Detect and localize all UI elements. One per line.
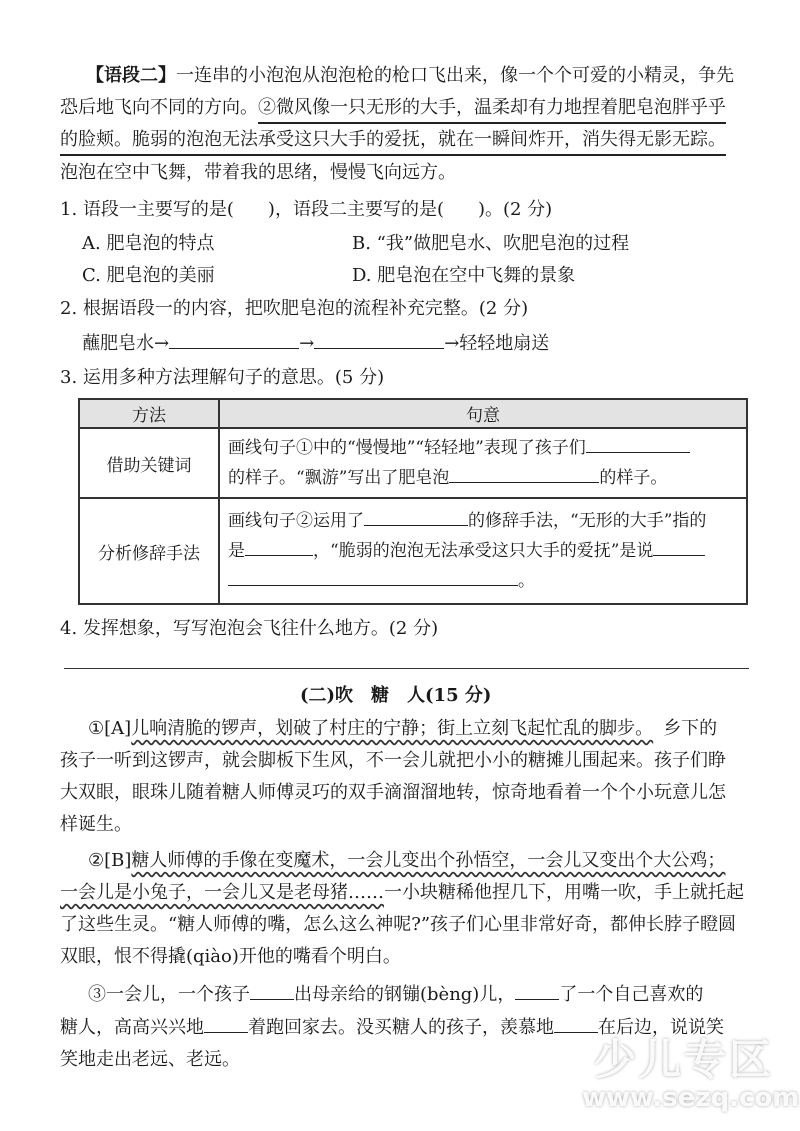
passage2-line4: 泡泡在空中飞舞，带着我的思绪，慢慢飞向远方。 <box>60 162 456 183</box>
question-4: 4. 发挥想象，写写泡泡会飞往什么地方。(2 分) <box>60 618 439 639</box>
para1-line3: 大双眼，眼珠儿随着糖人师傅灵巧的双手滴溜溜地转，惊奇地看着一个个小玩意儿怎 <box>60 782 726 803</box>
watermark-logo <box>582 1027 800 1117</box>
passage2-line2 <box>60 95 726 124</box>
para1-marker: ①[A] <box>88 718 132 739</box>
watermark-cn: 少儿专区 <box>593 1035 774 1084</box>
q2-flow <box>82 330 549 357</box>
para1-line1 <box>88 716 717 742</box>
row2-text: ，“脆弱的泡泡无法承受这只大手的爱抚”是说 <box>313 541 654 561</box>
para3-line1 <box>88 981 703 1008</box>
underlined-sentence-2: ②微风像一只无形的大手，温柔却有力地捏着肥皂泡胖乎乎 <box>258 95 726 124</box>
row2-blank-1[interactable] <box>364 507 468 526</box>
question-3: 3. 运用多种方法理解句子的意思。(5 分) <box>60 367 385 388</box>
para3-text: ③一会儿，一个孩子 <box>88 984 250 1005</box>
flow-step-start: 蘸肥皂水→ <box>82 333 170 354</box>
watermark-url: www.sezq.com <box>582 1083 800 1113</box>
q1-option-b: B. “我”做肥皂水、吹肥皂泡的过程 <box>352 233 630 254</box>
row2-text: 的修辞手法，“无形的大手”指的 <box>468 511 707 531</box>
para3-text: 出母亲给的钢镚(bèng)儿， <box>294 984 516 1005</box>
para1-line4: 样诞生。 <box>60 814 132 835</box>
para3-text: 糖人，高高兴兴地 <box>60 1017 204 1038</box>
passage2-label: 【语段二】 <box>86 65 176 86</box>
row1-text: 的样子。 <box>599 468 668 488</box>
para2-line2 <box>60 880 744 906</box>
para2-wavy-sentence-cont: 一会儿是小兔子，一会儿又是老母猪…… <box>60 882 384 903</box>
question-1 <box>60 197 552 223</box>
para3-blank-1[interactable] <box>250 981 294 1000</box>
passage2-line3 <box>60 127 726 156</box>
para1-text: 乡下的 <box>663 718 718 739</box>
para2-line4: 双眼，恨不得撬(qiào)开他的嘴看个明白。 <box>60 946 401 967</box>
passage2-line1 <box>86 63 734 89</box>
flow-step-end: →轻轻地扇送 <box>444 333 550 354</box>
meaning-cell-1 <box>219 428 747 498</box>
row1-blank-2[interactable] <box>449 464 599 483</box>
passage2-text: 一连串的小泡泡从泡泡枪的枪口飞出来，像一个个可爱的小精灵，争先 <box>176 65 734 86</box>
row1-blank-1[interactable] <box>586 434 690 453</box>
row1-text: 的样子。“飘游”写出了肥皂泡 <box>228 468 450 488</box>
q1-stem: 1. 语段一主要写的是( <box>60 199 234 220</box>
para1-line2: 孩子一听到这锣声，就会脚板下生风，不一会儿就把小小的糖摊儿围起来。孩子们睁 <box>60 750 726 771</box>
row2-text: 是 <box>228 541 245 561</box>
para2-line1 <box>88 848 725 874</box>
para3-line3: 笑地走出老远、老远。 <box>60 1049 240 1070</box>
para3-blank-2[interactable] <box>515 981 559 1000</box>
para3-text: 着跑回家去。没买糖人的孩子，羡慕地 <box>248 1017 554 1038</box>
section-title: (二)吹 糖 人(15 分) <box>300 685 492 706</box>
para2-wavy-sentence: 糖人师傅的手像在变魔术，一会儿变出个孙悟空，一会儿又变出个大公鸡； <box>131 850 726 871</box>
para3-text: 了一个自己喜欢的 <box>559 984 704 1005</box>
row2-text: 画线句子②运用了 <box>228 511 364 531</box>
passage2-text: 恐后地飞向不同的方向。 <box>60 97 258 118</box>
method-table <box>78 398 748 605</box>
para3-text: 在后边，说说笑 <box>598 1017 724 1038</box>
flow-blank-1[interactable] <box>169 330 299 349</box>
table-header-method: 方法 <box>79 399 219 428</box>
q1-option-a: A. 肥皂泡的特点 <box>82 233 215 254</box>
para2-marker: ②[B] <box>88 850 132 871</box>
para2-text: 一小块糖稀他捏几下，用嘴一吹，手上就托起 <box>384 882 744 903</box>
row2-blank-4[interactable] <box>228 567 518 586</box>
row2-blank-2[interactable] <box>245 537 313 556</box>
para3-blank-3[interactable] <box>204 1014 248 1033</box>
q1-option-c: C. 肥皂泡的美丽 <box>82 265 215 286</box>
q4-answer-line[interactable] <box>64 668 749 669</box>
row2-blank-3[interactable] <box>653 537 705 556</box>
row1-text: 画线句子①中的“慢慢地”“轻轻地”表现了孩子们 <box>228 438 586 458</box>
row2-text: 。 <box>518 571 535 591</box>
question-2: 2. 根据语段一的内容，把吹肥皂泡的流程补充完整。(2 分) <box>60 298 529 319</box>
q1-stem: )，语段二主要写的是( <box>267 199 444 220</box>
q1-option-d: D. 肥皂泡在空中飞舞的景象 <box>352 265 576 286</box>
flow-blank-2[interactable] <box>314 330 444 349</box>
table-header-meaning: 句意 <box>219 399 747 428</box>
method-rhetoric: 分析修辞手法 <box>79 498 219 604</box>
q1-stem: )。(2 分) <box>477 199 553 220</box>
method-keyword: 借助关键词 <box>79 428 219 498</box>
underlined-sentence-2-cont: 的脸颊。脆弱的泡泡无法承受这只大手的爱抚，就在一瞬间炸开，消失得无影无踪。 <box>60 127 726 156</box>
meaning-cell-2 <box>219 498 747 604</box>
flow-arrow: → <box>299 333 315 354</box>
para1-wavy-sentence: 儿响清脆的锣声，划破了村庄的宁静；街上立刻飞起忙乱的脚步。 <box>131 718 654 739</box>
para2-line3: 了这些生灵。“糖人师傅的嘴，怎么这么神呢?”孩子们心里非常好奇，都伸长脖子瞪圆 <box>60 914 737 935</box>
